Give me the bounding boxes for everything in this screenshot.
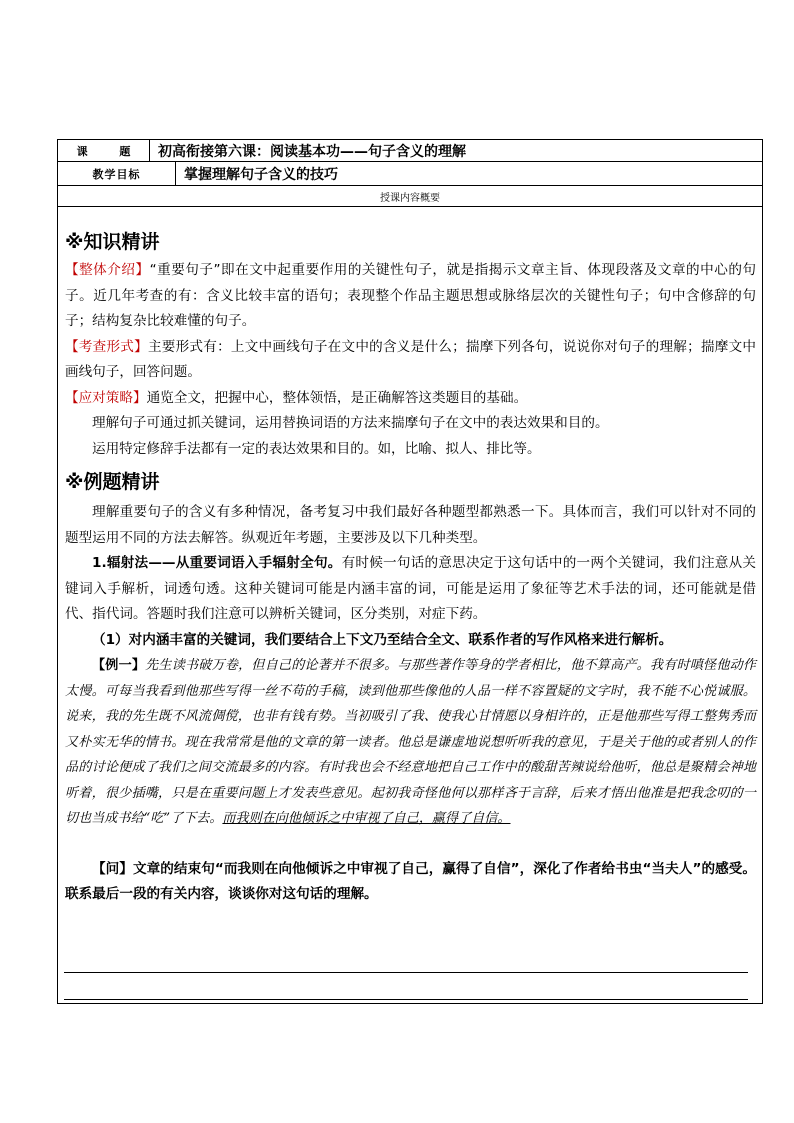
- intro-text: “重要句子”即在文中起重要作用的关键性句子，就是指揭示文章主旨、体现段落及文章的中心的句子。近几年考查的有：含义比较丰富的语句；表现整个作品主题思想或脉络层次的关键性句子；句中含修辞的句子；结构复杂比较难懂的句子。: [65, 262, 756, 329]
- answer-line-2[interactable]: [64, 999, 748, 1000]
- example1-underlined: 而我则在向他倾诉之中审视了自己，赢得了自信。: [222, 811, 511, 826]
- examples-intro: 理解重要句子的含义有多种情况，备考复习中我们最好各种题型都熟悉一下。具体而言，我们可以针对不同的题型运用不同的方法去解答。纵观近年考题，主要涉及以下几种类型。: [65, 504, 756, 546]
- topic-label: 课 题: [58, 140, 150, 161]
- content-area: [65, 230, 756, 908]
- strategy-tag: 【应对策略】: [65, 389, 147, 406]
- method1-title: 1.辐射法——从重要词语入手辐射全句。: [92, 555, 342, 571]
- method1-paragraph: [65, 551, 756, 628]
- topic-row: [58, 140, 762, 162]
- question-text: 文章的结束句“而我则在向他倾诉之中审视了自己，赢得了自信”，深化了作者给书虫“当夫人”的感受。联系最后一段的有关内容，谈谈你对这句话的理解。: [65, 860, 757, 902]
- question-paragraph: [65, 857, 756, 908]
- example1-paragraph: [65, 653, 756, 832]
- answer-line-1[interactable]: [64, 972, 748, 973]
- summary-row: [58, 186, 762, 207]
- strategy-paragraph-3: 运用特定修辞手法都有一定的表达效果和目的。如，比喻、拟人、排比等。: [92, 440, 541, 457]
- lesson-sheet: [57, 139, 763, 1004]
- example1-text: 先生读书破万卷，但自己的论著并不很多。与那些著作等身的学者相比，他不算高产。我有时嗔怪他动作太慢。可每当我看到他那些写得一丝不苟的手稿，读到他那些像他的人品一样不容置疑的文字时，我不能不心悦诚服。说来，我的先生既不风流倜傥，也非有钱有势。当初吸引了我、使我心甘情愿以身相许的，正是他那些写得工整隽秀而又朴实无华的情书。现在我常常是他的文章的第一读者。他总是谦虚地说想听听我的意见，于是关于他的或者别人的作品的讨论便成了我们之间交流最多的内容。有时我也会不经意地把自己工作中的酸甜苦辣说给他听，他总是聚精会神地听着，很少插嘴，只是在重要问题上才发表些意见。起初我奇怪他何以那样吝于言辞，后来才悟出他准是把我念叨的一切也当成书给“吃”了下去。: [65, 658, 757, 826]
- summary-label: 授课内容概要: [380, 192, 440, 204]
- intro-paragraph: [65, 258, 756, 335]
- form-text: 主要形式有：上文中画线句子在文中的含义是什么；揣摩下列各句，说说你对句子的理解；揣摩文中画线句子，回答问题。: [65, 338, 757, 380]
- goal-row: [58, 162, 762, 186]
- strategy-text: 通览全文，把握中心，整体领悟，是正确解答这类题目的基础。: [146, 389, 528, 406]
- knowledge-heading: ※知识精讲: [65, 231, 160, 253]
- question-tag: 【问】: [92, 860, 133, 877]
- goal-label: 教学目标: [58, 162, 176, 185]
- strategy-paragraph-2: 理解句子可通过抓关键词，运用替换词语的方法来揣摩句子在文中的表达效果和目的。: [92, 415, 609, 431]
- example1-tag: 【例一】: [92, 658, 146, 673]
- topic-value: 初高衔接第六课：阅读基本功——句子含义的理解: [158, 143, 466, 160]
- sub1-paragraph: （1）对内涵丰富的关键词，我们要结合上下文乃至结合全文、联系作者的写作风格来进行解析。: [92, 631, 673, 648]
- form-paragraph: [65, 335, 756, 386]
- strategy-paragraph: [65, 386, 756, 412]
- intro-tag: 【整体介绍】: [65, 262, 150, 278]
- method1-text: 有时候一句话的意思决定于这句话中的一两个关键词，我们注意从关键词入手解析，词透句透。这种关键词可能是内涵丰富的词，可能是运用了象征等艺术手法的词，还可能就是借代、指代词。答题时我们注意可以辨析关键词，区分类别，对症下药。: [65, 555, 757, 622]
- examples-heading: ※例题精讲: [65, 471, 160, 493]
- form-tag: 【考查形式】: [65, 338, 148, 355]
- goal-value: 掌握理解句子含义的技巧: [184, 166, 338, 183]
